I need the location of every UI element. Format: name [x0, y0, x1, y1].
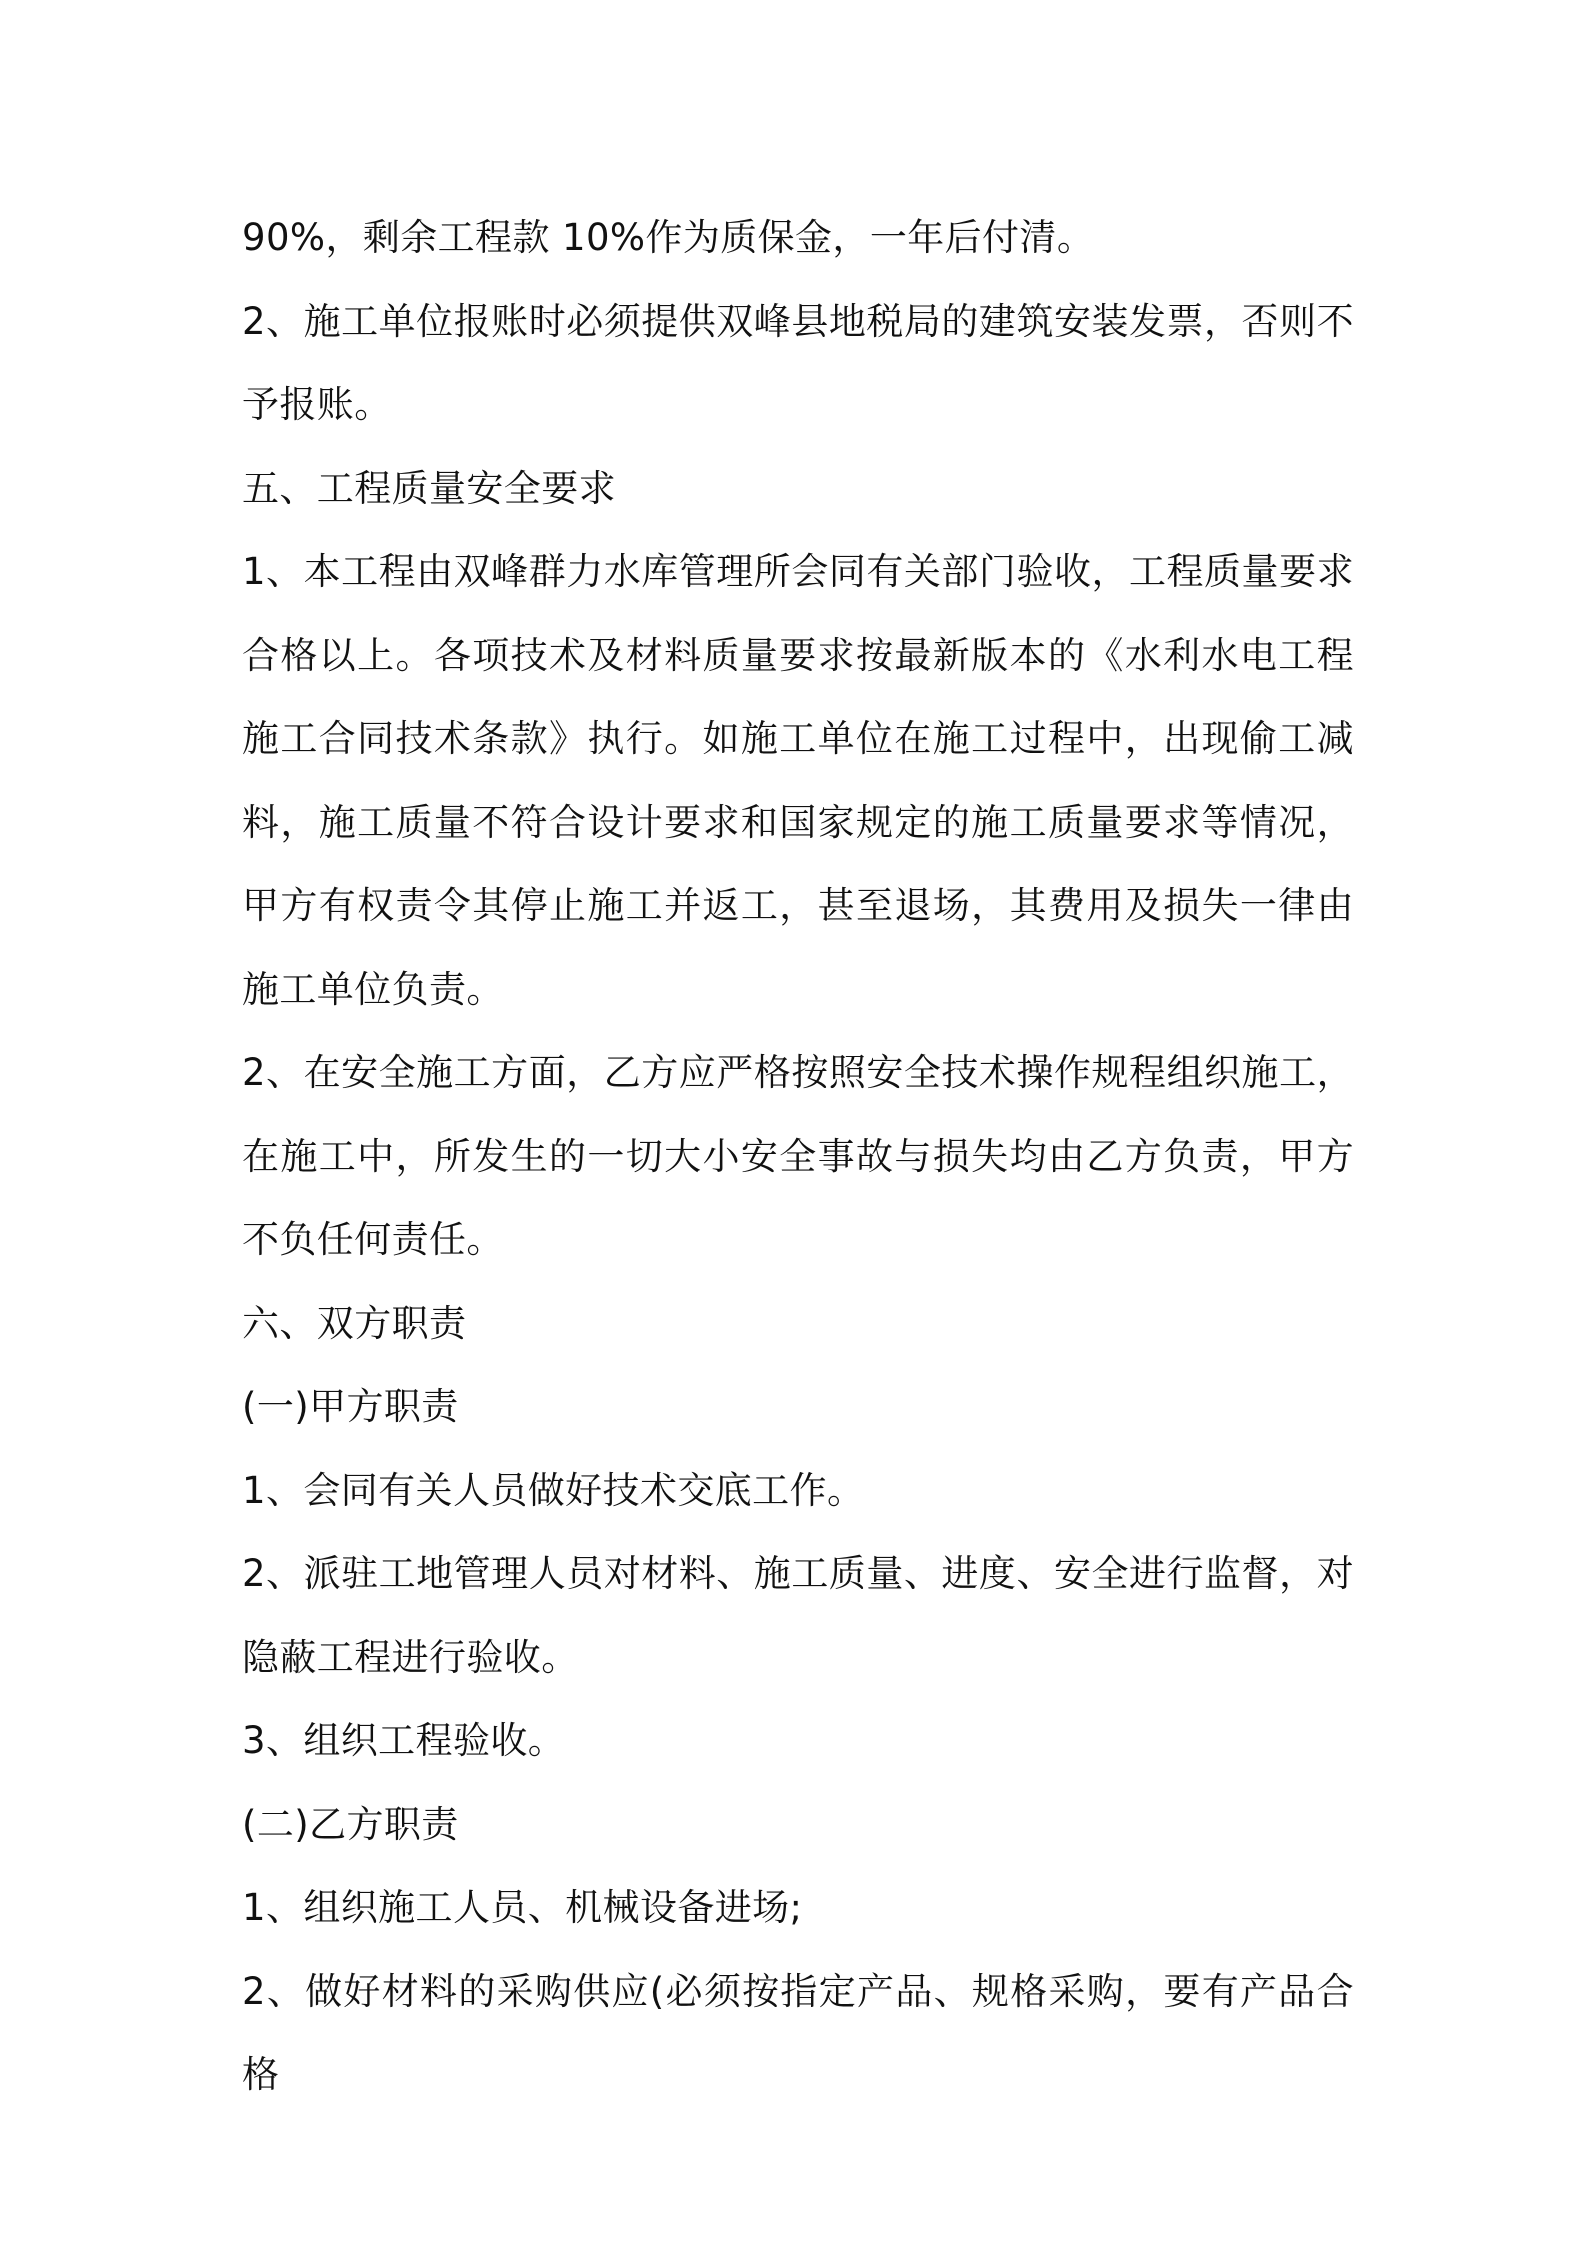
section-heading-quality-safety: 五、工程质量安全要求: [242, 466, 616, 510]
list-item-party-b-2: 2、做好材料的采购供应(必须按指定产品、规格采购，要有产品合格: [242, 1969, 1354, 2096]
paragraph-safety-responsibility: 2、在安全施工方面，乙方应严格按照安全技术操作规程组织施工，在施工中，所发生的一切大小安全事故与损失均由乙方负责，甲方不负任何责任。: [242, 1051, 1354, 1261]
paragraph-quality-acceptance: 1、本工程由双峰群力水库管理所会同有关部门验收，工程质量要求合格以上。各项技术及材料质量要求按最新版本的《水利水电工程施工合同技术条款》执行。如施工单位在施工过程中，出现偷工减料，施工质量不符合设计要求和国家规定的施工质量要求等情况，甲方有权责令其停止施工并返工，甚至退场，其费用及损失一律由施工单位负责。: [242, 550, 1354, 1011]
list-item-party-b-1: 1、组织施工人员、机械设备进场;: [242, 1886, 803, 1929]
subheading-party-b-duties: (二)乙方职责: [242, 1802, 459, 1846]
document-body: [242, 196, 1354, 2117]
section-heading-duties: 六、双方职责: [242, 1301, 467, 1345]
list-item-party-a-1: 1、会同有关人员做好技术交底工作。: [242, 1468, 865, 1512]
list-item-party-a-2: 2、派驻工地管理人员对材料、施工质量、进度、安全进行监督，对隐蔽工程进行验收。: [242, 1552, 1354, 1679]
subheading-party-a-duties: (一)甲方职责: [242, 1385, 459, 1428]
paragraph-payment-retention: 90%，剩余工程款 10%作为质保金，一年后付清。: [242, 216, 1095, 259]
paragraph-invoice-requirement: 2、施工单位报账时必须提供双峰县地税局的建筑安装发票，否则不予报账。: [242, 299, 1354, 426]
list-item-party-a-3: 3、组织工程验收。: [242, 1719, 566, 1762]
